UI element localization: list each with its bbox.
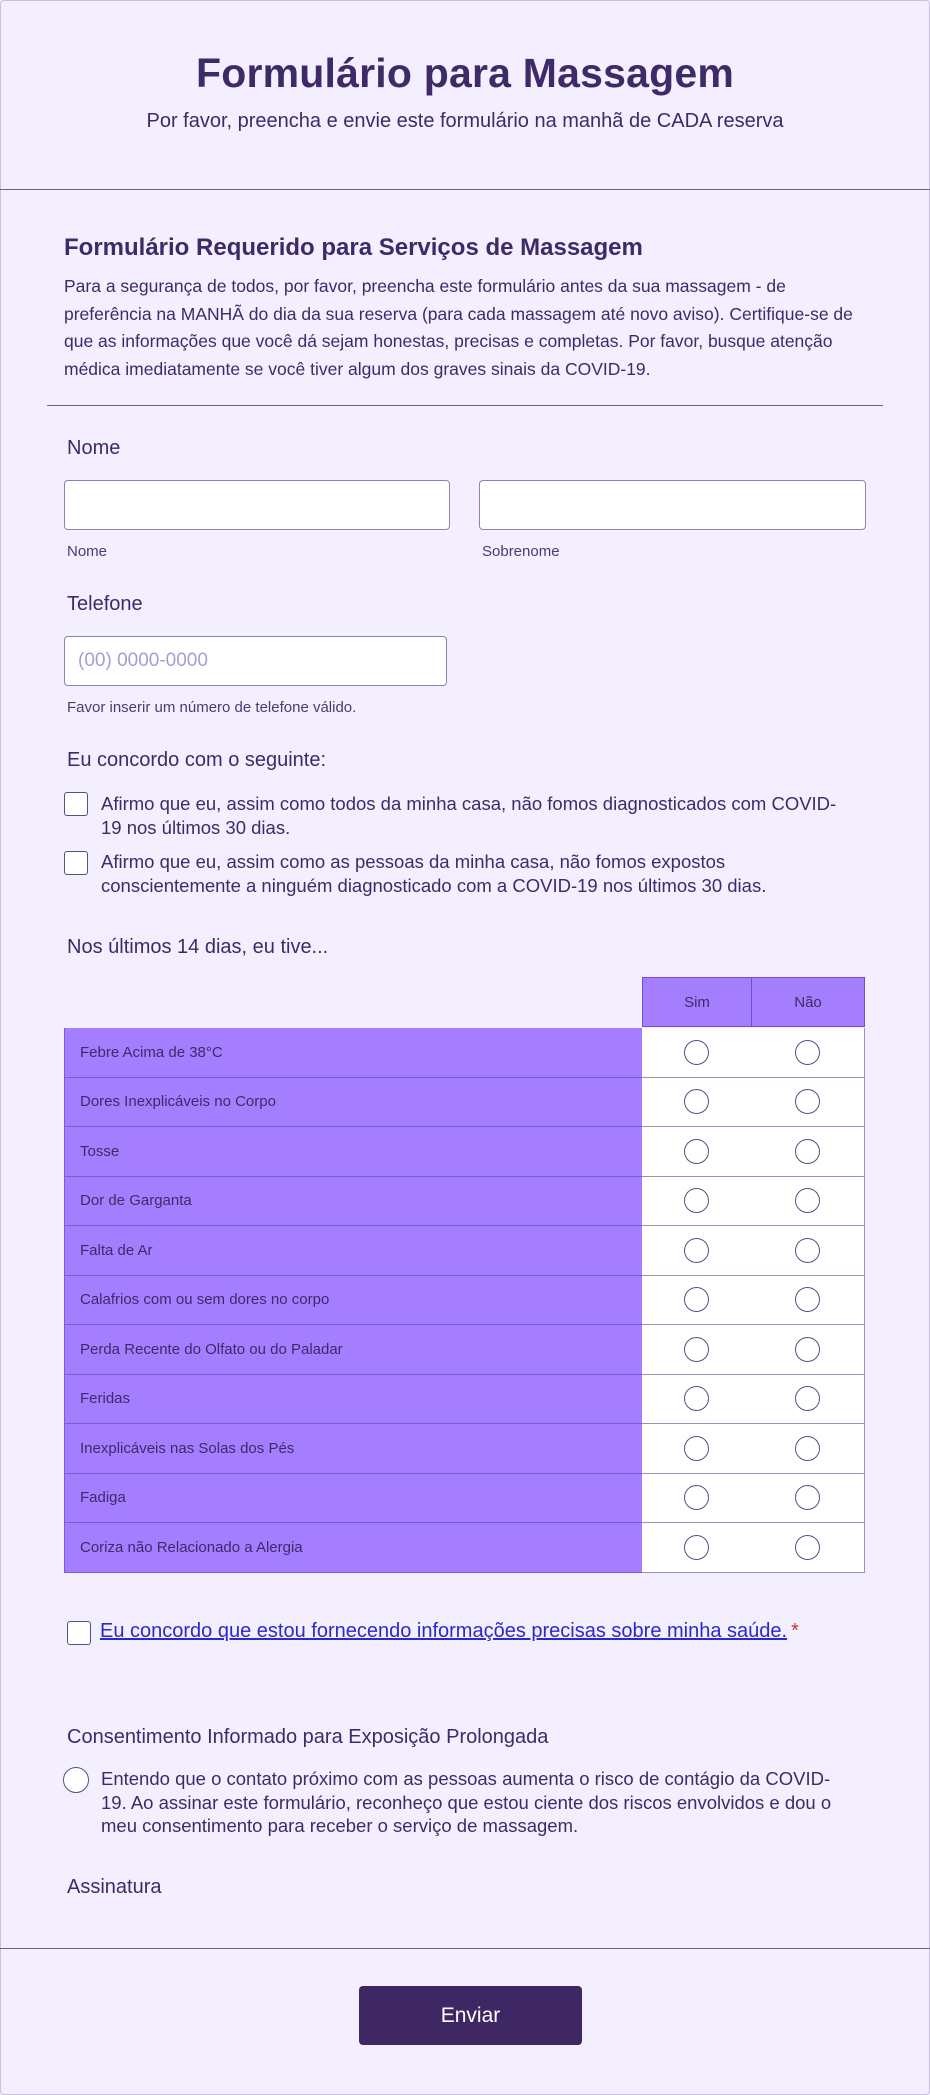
radio-sim[interactable] [684, 1188, 709, 1213]
symptoms-label: Nos últimos 14 dias, eu tive... [67, 936, 329, 958]
required-asterisk: * [791, 1620, 799, 1642]
submit-button[interactable]: Enviar [359, 1986, 582, 2045]
radio-nao[interactable] [795, 1089, 820, 1114]
radio-sim[interactable] [684, 1386, 709, 1411]
matrix-cell-sim [642, 1424, 752, 1474]
radio-nao[interactable] [795, 1485, 820, 1510]
first-name-sublabel: Nome [67, 543, 108, 560]
matrix-col-nao: Não [751, 977, 865, 1027]
agreement-checkbox-1[interactable] [64, 792, 88, 816]
last-name-input[interactable] [479, 480, 866, 530]
matrix-row-label: Tosse [64, 1127, 643, 1177]
consent-option: Entendo que o contato próximo com as pessoas aumenta o risco de contágio da COVID-19. Ao assinar este formulário, reconheço que estou ciente dos riscos envolvidos e dou o meu consentimento para receber o serviço de massagem. [101, 1768, 832, 1836]
matrix-row-label: Calafrios com ou sem dores no corpo [64, 1276, 643, 1326]
radio-sim[interactable] [684, 1238, 709, 1263]
matrix-cell-sim [642, 1177, 752, 1227]
agreement-label: Eu concordo com o seguinte: [67, 749, 327, 771]
matrix-cell-nao [751, 1226, 865, 1276]
matrix-row-label: Fadiga [64, 1474, 643, 1524]
matrix-cell-nao [751, 1078, 865, 1128]
name-label: Nome [67, 437, 121, 459]
matrix-row-label: Perda Recente do Olfato ou do Paladar [64, 1325, 643, 1375]
matrix-cell-sim [642, 1375, 752, 1425]
radio-nao[interactable] [795, 1139, 820, 1164]
matrix-cell-nao [751, 1127, 865, 1177]
intro-text: Para a segurança de todos, por favor, preencha este formulário antes da sua massagem - de preferência na MANHÃ do dia da sua reserva (para cada massagem até novo aviso). Certifique-se de que as informações que você dá sejam honestas, precisas e completas. Por favor, busque atenção médica imediatamente se você tiver algum dos graves sinais da COVID-19. [64, 276, 853, 379]
matrix-cell-nao [751, 1177, 865, 1227]
radio-sim[interactable] [684, 1287, 709, 1312]
form-subtitle: Por favor, preencha e envie este formulário na manhã de CADA reserva [146, 110, 784, 132]
matrix-cell-nao [751, 1276, 865, 1326]
radio-nao[interactable] [795, 1436, 820, 1461]
radio-nao[interactable] [795, 1535, 820, 1560]
radio-nao[interactable] [795, 1238, 820, 1263]
matrix-cell-nao [751, 1325, 865, 1375]
radio-sim[interactable] [684, 1139, 709, 1164]
matrix-cell-nao [751, 1028, 865, 1078]
radio-sim[interactable] [684, 1436, 709, 1461]
phone-hint: Favor inserir um número de telefone válido. [67, 699, 357, 716]
matrix-row-label: Inexplicáveis nas Solas dos Pés [64, 1424, 643, 1474]
radio-sim[interactable] [684, 1040, 709, 1065]
header-divider [0, 189, 930, 190]
radio-sim[interactable] [684, 1337, 709, 1362]
consent-label: Consentimento Informado para Exposição Prolongada [67, 1726, 549, 1748]
footer-divider [0, 1948, 930, 1949]
matrix-cell-nao [751, 1375, 865, 1425]
matrix-cell-sim [642, 1325, 752, 1375]
matrix-row-label: Falta de Ar [64, 1226, 643, 1276]
form-title: Formulário para Massagem [196, 50, 734, 96]
accuracy-agreement [64, 1618, 804, 1644]
matrix-cell-nao [751, 1474, 865, 1524]
matrix-row-label: Coriza não Relacionado a Alergia [64, 1523, 643, 1573]
form-header [0, 0, 930, 190]
radio-nao[interactable] [795, 1287, 820, 1312]
phone-input[interactable] [64, 636, 447, 686]
signature-label: Assinatura [67, 1876, 162, 1898]
radio-nao[interactable] [795, 1188, 820, 1213]
radio-nao[interactable] [795, 1337, 820, 1362]
radio-nao[interactable] [795, 1040, 820, 1065]
matrix-row-label: Febre Acima de 38°C [64, 1028, 643, 1078]
agreement-checkbox-2[interactable] [64, 851, 88, 875]
radio-sim[interactable] [684, 1535, 709, 1560]
matrix-cell-sim [642, 1474, 752, 1524]
matrix-cell-sim [642, 1276, 752, 1326]
matrix-col-sim: Sim [642, 977, 752, 1027]
matrix-row-label: Dor de Garganta [64, 1177, 643, 1227]
matrix-cell-sim [642, 1078, 752, 1128]
matrix-row-label: Dores Inexplicáveis no Corpo [64, 1078, 643, 1128]
matrix-cell-nao [751, 1424, 865, 1474]
radio-sim[interactable] [684, 1485, 709, 1510]
consent-radio[interactable] [63, 1767, 89, 1793]
matrix-cell-sim [642, 1127, 752, 1177]
matrix-cell-sim [642, 1226, 752, 1276]
matrix-cell-nao [751, 1523, 865, 1573]
radio-sim[interactable] [684, 1089, 709, 1114]
agreement-option-2: Afirmo que eu, assim como as pessoas da minha casa, não fomos expostos conscientemente a ninguém diagnosticado com a COVID-19 nos últimos 30 dias. [101, 851, 767, 896]
matrix-cell-sim [642, 1028, 752, 1078]
accuracy-link[interactable]: Eu concordo que estou fornecendo informações precisas sobre minha saúde. [100, 1620, 788, 1642]
first-name-input[interactable] [64, 480, 450, 530]
agreement-option-1: Afirmo que eu, assim como todos da minha casa, não fomos diagnosticados com COVID-19 nos últimos 30 dias. [101, 793, 837, 838]
matrix-row-label: Feridas [64, 1375, 643, 1425]
last-name-sublabel: Sobrenome [482, 543, 560, 560]
radio-nao[interactable] [795, 1386, 820, 1411]
matrix-cell-sim [642, 1523, 752, 1573]
phone-label: Telefone [67, 593, 143, 615]
intro-divider [47, 405, 883, 406]
intro-title: Formulário Requerido para Serviços de Massagem [64, 234, 643, 261]
